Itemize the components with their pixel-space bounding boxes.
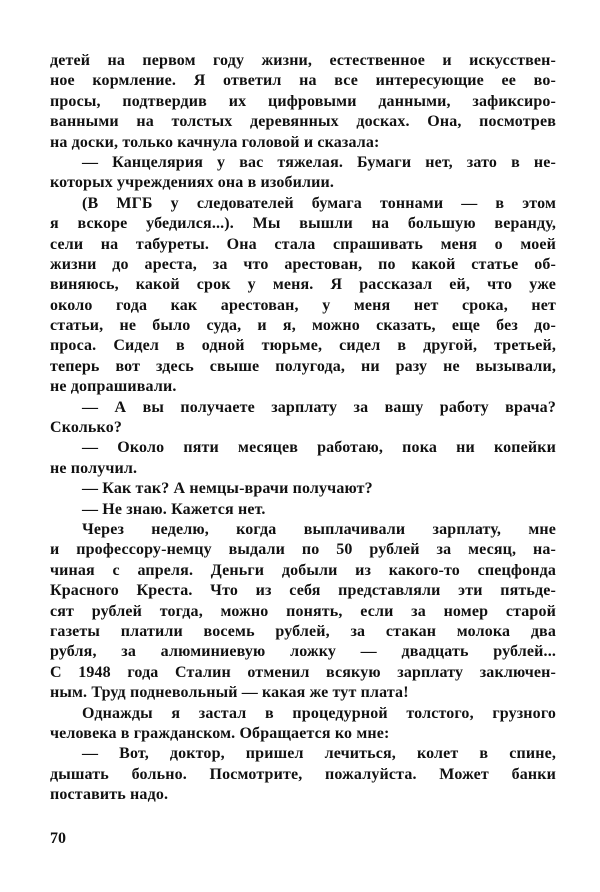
- paragraph: [50, 194, 556, 398]
- text-line: Через неделю, когда выплачивали зарплату, мне: [82, 520, 556, 538]
- text-line: не получил.: [50, 459, 138, 477]
- page-number: 70: [50, 830, 66, 847]
- page-body-text: [50, 51, 556, 805]
- text-line: проса. Сидел в одной тюрьме, сидел в другой, третьей,: [50, 337, 556, 355]
- paragraph: [50, 153, 556, 194]
- text-line: детей на первом году жизни, естественное и искусствен-: [50, 52, 556, 69]
- text-line: Однажды я застал в процедурной толстого, грузного: [82, 704, 556, 722]
- text-line: около года как арестован, у меня нет срока, нет: [50, 296, 556, 314]
- text-line: ное кормление. Я ответил на все интересующие ее во-: [50, 72, 556, 90]
- text-line: (В МГБ у следователей бумага тоннами — в этом: [82, 194, 556, 212]
- text-line: не допрашивали.: [50, 378, 177, 396]
- text-line: которых учреждениях она в изобилии.: [50, 174, 335, 192]
- paragraph: [50, 744, 556, 805]
- text-line: — Около пяти месяцев работаю, пока ни копейки: [82, 439, 556, 457]
- text-line: — Как так? А немцы-врачи получают?: [82, 480, 373, 498]
- text-line: С 1948 года Сталин отменил всякую зарплату заключен-: [50, 663, 556, 681]
- paragraph: [50, 704, 556, 745]
- text-line: — Вот, доктор, пришел лечиться, колет в спине,: [82, 745, 556, 763]
- text-line: — А вы получаете зарплату за вашу работу врача?: [82, 398, 556, 416]
- text-line: на доски, только качнула головой и сказала:: [50, 133, 380, 151]
- text-line: жизни до ареста, за что арестован, по какой статье об-: [50, 255, 556, 273]
- text-line: статьи, не было суда, и я, можно сказать, еще без до-: [50, 317, 556, 335]
- paragraph: [50, 51, 556, 153]
- text-line: я вскоре убедился...). Мы вышли на большую веранду,: [50, 215, 556, 233]
- text-line: газеты платили восемь рублей, за стакан молока два: [50, 622, 556, 640]
- text-line: чиная с апреля. Деньги добыли из какого-то спецфонда: [50, 561, 556, 579]
- paragraph: [50, 479, 556, 499]
- text-line: Красного Креста. Что из себя представляли эти пятьде-: [50, 582, 556, 600]
- text-line: — Не знаю. Кажется нет.: [82, 500, 266, 518]
- text-line: сят рублей тогда, можно понять, если за номер старой: [50, 602, 556, 620]
- paragraph: [50, 398, 556, 439]
- text-line: ванными на толстых деревянных досках. Она, посмотрев: [50, 113, 556, 131]
- paragraph: [50, 520, 556, 704]
- text-line: ным. Труд подневольный — какая же тут плата!: [50, 684, 409, 702]
- text-line: сели на табуреты. Она стала спрашивать меня о моей: [50, 235, 556, 253]
- text-line: поставить надо.: [50, 786, 169, 804]
- text-line: виняюсь, какой срок у меня. Я рассказал ей, что уже: [50, 276, 556, 294]
- text-line: теперь вот здесь свыше полугода, ни разу не вызывали,: [50, 357, 556, 375]
- text-line: рубля, за алюминиевую ложку — двадцать рублей...: [50, 643, 556, 661]
- text-line: Сколько?: [50, 419, 122, 437]
- text-line: человека в гражданском. Обращается ко мне:: [50, 724, 390, 742]
- paragraph: [50, 500, 556, 520]
- text-line: и профессору-немцу выдали по 50 рублей за месяц, на-: [50, 541, 556, 559]
- text-line: дышать больно. Посмотрите, пожалуйста. Может банки: [50, 765, 556, 783]
- text-line: — Канцелярия у вас тяжелая. Бумаги нет, зато в не-: [82, 153, 556, 171]
- paragraph: [50, 438, 556, 479]
- text-line: просы, подтвердив их цифровыми данными, зафиксиро-: [50, 92, 556, 110]
